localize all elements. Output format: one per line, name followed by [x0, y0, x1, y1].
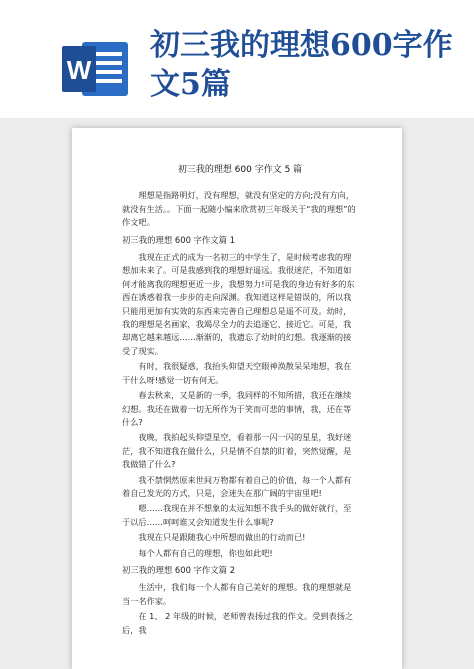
header-banner: [0, 0, 474, 118]
paragraph: 我现在只是跟随我心中所想而做出的行动而已!: [138, 532, 306, 543]
section-heading: 初三我的理想 600 字作文篇 2: [122, 564, 236, 575]
svg-text:W: W: [66, 55, 92, 85]
paragraph: 生活中，我们每一个人都有自己美好的理想。我的理想就是当一名作家。: [122, 582, 352, 606]
paragraph: 嗯……我现在并不想象的太远知想不我手头的做好就行，至于以后……呵呵谁又会知道发生什么事呢?: [122, 503, 352, 527]
word-icon: [62, 40, 130, 98]
paragraph: 有时，我很疑惑，我抬头仰望天空眼神涣散呆呆地想，我在干什么呀!感觉一切有何无。: [122, 361, 352, 385]
intro-paragraph: 理想是指路明灯，没有理想，就没有坚定的方向;没有方向，就没有生活。。下面一起随小编来欣赏初三年级关于“我的理想”的作文吧。: [122, 190, 356, 228]
section-heading: 初三我的理想 600 字作文篇 1: [122, 234, 236, 245]
document-title: 初三我的理想 600 字作文 5 篇: [177, 165, 303, 175]
paragraph: 春去秋来，又是新的一季，我同样的不知所措，我还在继续幻想。我还在做着一切无所作为于笑而可悲的事情，我，还在等什么?: [122, 390, 352, 427]
paragraph: 在 1、 2 年级的时候，老师曾表扬过我的作文。受到表扬之后，我: [122, 611, 354, 635]
header-title: 初三我的理想600字作文5篇: [150, 28, 453, 102]
paragraph: 我现在正式的成为一名初三的中学生了，是时候考虑我的理想加未来了。可是我感到我的理想好遥远。我很迷茫，不知道如何才能离我的理想更近一步，我想努力!可是我的身边有好多的东西在诱惑着我一步步的走向深渊。我知道这样是错误的，所以我只能用更加有实效的东西来完善自己理想总是遥不可及。幼时，我的理想是名画家，我竭尽全力的去追逐它、接近它。可是，我却离它越来越远……渐渐的，我遗忘了幼时的幻想。我逐渐的接受了现实。: [122, 252, 355, 356]
paragraph: 我不禁惘然原来世间万物都有着自己的价值，每一个人都有着自己发光的方式，只是，会迷失在那广阔的宇宙里吧!: [122, 474, 352, 498]
paragraph: 夜晚，我拍起头仰望星空，看着那一闪一闪的星星，我好迷茫，我不知道我在做什么，只是情不自禁的盯着，突然觉醒，是我做错了什么?: [122, 432, 352, 470]
document-page: [72, 128, 402, 669]
paragraph: 每个人都有自己的理想，你也如此吧!: [138, 547, 273, 558]
document-body: [122, 164, 358, 639]
